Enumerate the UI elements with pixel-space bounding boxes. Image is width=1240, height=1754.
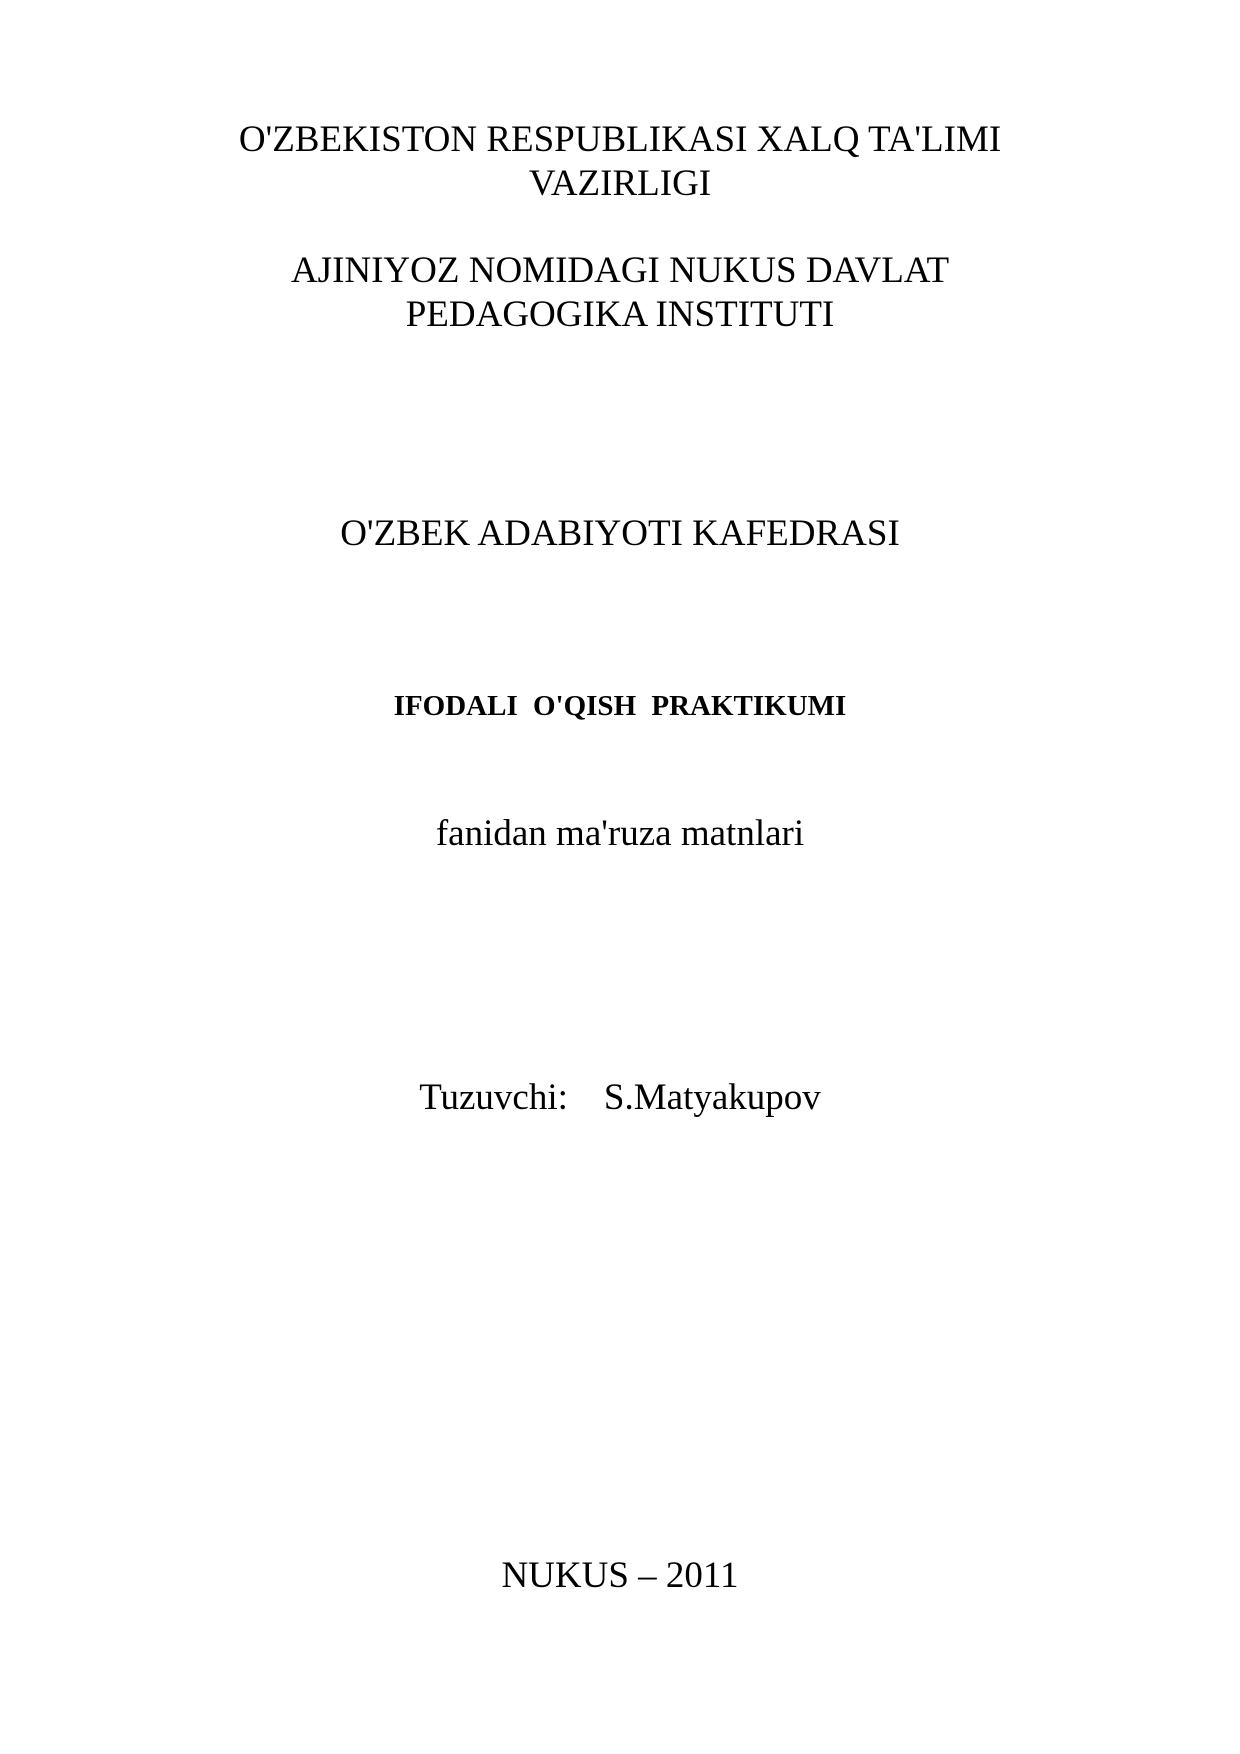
place-year: NUKUS – 2011 xyxy=(501,1555,739,1596)
institute-line-2: PEDAGOGIKA INSTITUTI xyxy=(405,294,835,335)
course-title: IFODALI O'QISH PRAKTIKUMI xyxy=(393,690,847,722)
author-name: S.Matyakupov xyxy=(603,1077,821,1118)
document-subtitle: fanidan ma'ruza matnlari xyxy=(435,813,805,854)
author-line xyxy=(0,1076,1240,1120)
department-name: O'ZBEK ADABIYOTI KAFEDRASI xyxy=(340,513,900,554)
institute-line-1: AJINIYOZ NOMIDAGI NUKUS DAVLAT xyxy=(290,250,950,291)
ministry-line-2: VAZIRLIGI xyxy=(528,163,712,204)
ministry-line-1: O'ZBEKISTON RESPUBLIKASI XALQ TA'LIMI xyxy=(238,119,1002,160)
author-label: Tuzuvchi: xyxy=(419,1077,568,1118)
